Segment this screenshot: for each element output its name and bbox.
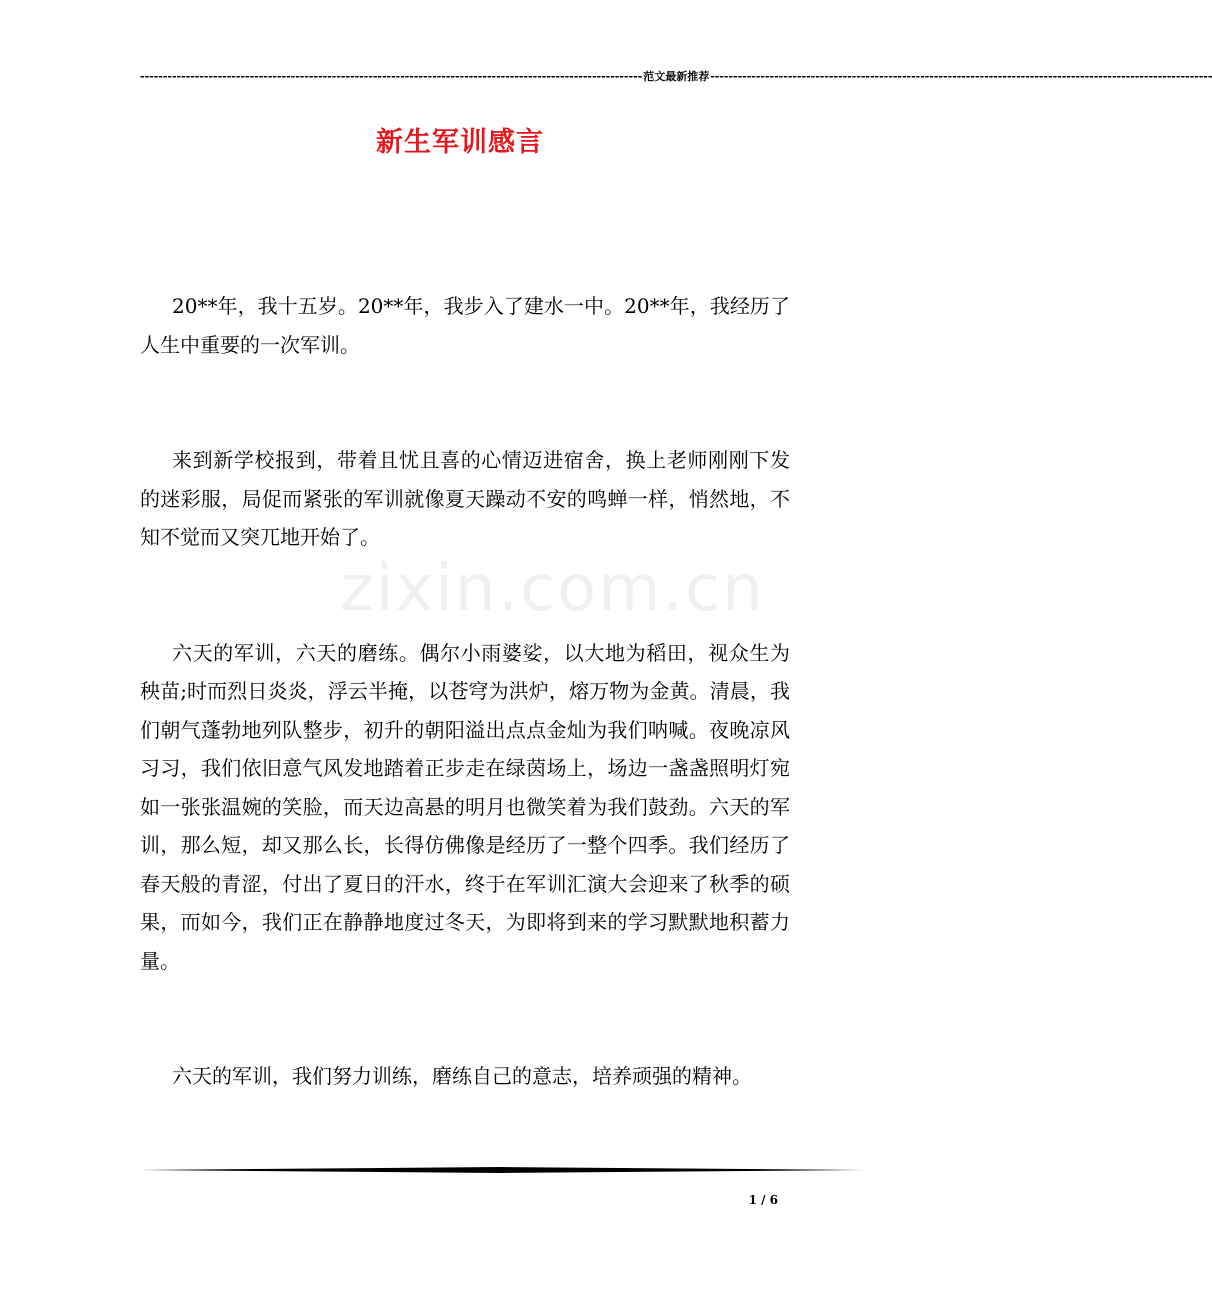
paragraph-2: 来到新学校报到，带着且忧且喜的心情迈进宿舍，换上老师刚刚下发的迷彩服，局促而紧张的军训就像夏天躁动不安的鸣蝉一样，悄然地，不知不觉而又突兀地开始了。 — [140, 448, 790, 549]
header-banner — [140, 68, 1212, 84]
footer-rule — [140, 1167, 863, 1173]
document-title: 新生军训感言 — [376, 127, 544, 158]
paragraph-1: 20**年，我十五岁。20**年，我步入了建水一中。20**年，我经历了人生中重要的一次军训。 — [140, 294, 790, 357]
paragraph-3: 六天的军训，六天的磨练。偶尔小雨婆娑，以大地为稻田，视众生为秧苗;时而烈日炎炎，浮云半掩，以苍穹为洪炉，熔万物为金黄。清晨，我们朝气蓬勃地列队整步，初升的朝阳溢出点点金灿为我们呐喊。夜晚凉风习习，我们依旧意气风发地踏着正步走在绿茵场上，场边一盏盏照明灯宛如一张张温婉的笑脸，而天边高悬的明月也微笑着为我们鼓劲。六天的军训，那么短，却又那么长，长得仿佛像是经历了一整个四季。我们经历了春天般的青涩，付出了夏日的汗水，终于在军训汇演大会迎来了秋季的硕果，而如今，我们正在静静地度过冬天，为即将到来的学习默默地积蓄力量。 — [140, 640, 790, 973]
paragraph-4: 六天的军训，我们努力训练，磨练自己的意志，培养顽强的精神。 — [172, 1064, 752, 1088]
watermark: zixin.com.cn — [340, 552, 765, 626]
header-dashes-right: -------------------------------------------------------------------------------------------------------------- — [710, 69, 1212, 83]
page-number: 1 / 6 — [748, 1193, 778, 1207]
header-label: 范文最新推荐 — [643, 70, 710, 83]
header-dashes-left: -------------------------------------------------------------------------------------------------------------- — [140, 69, 643, 83]
document-body — [140, 287, 790, 1173]
